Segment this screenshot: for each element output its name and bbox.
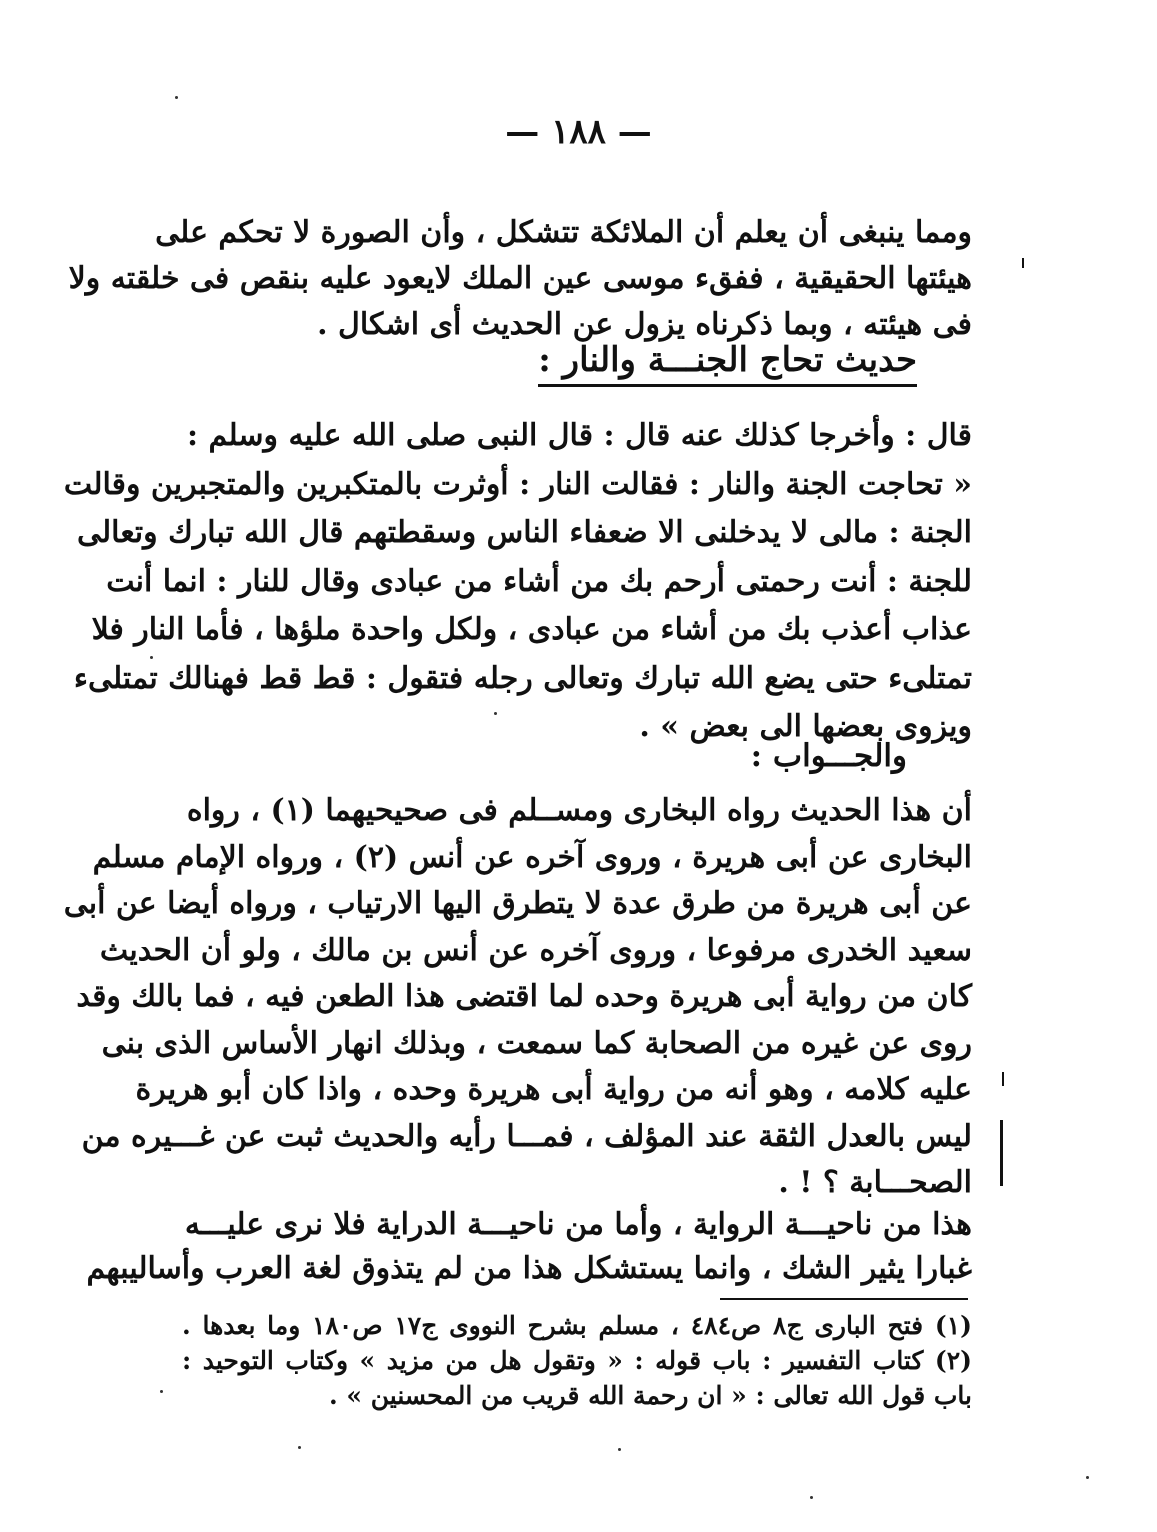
hadith-line: للجنة : أنت رحمتى أرحم بك من أشاء من عبادى وقال للنار : انما أنت [106,563,972,599]
answer-line: الصحـــابة ؟ ! . [778,1165,972,1200]
margin-mark [1022,258,1024,268]
hadith-line: ويزوى بعضها الى بعض » . [639,709,972,744]
answer-line: أن هذا الحديث رواه البخارى ومســلم فى صحيحيهما (١) ، رواه [186,793,972,828]
answer-line: ليس بالعدل الثقة عند المؤلف ، فمـــا رأيه والحديث ثبت عن غـــيره من [81,1118,972,1154]
scan-speck [810,1496,813,1499]
answer-heading: والجـــواب : [750,738,907,774]
answer-line: البخارى عن أبى هريرة ، وروى آخره عن أنس (٢) ، ورواه الإمام مسلم [92,839,972,875]
intro-line: ومما ينبغى أن يعلم أن الملائكة تتشكل ، وأن الصورة لا تحكم على [155,215,972,250]
scan-speck [1086,1476,1089,1479]
hadith-line: تمتلىء حتى يضع الله تبارك وتعالى رجله فتقول : قط قط فهنالك تمتلىء [73,660,972,696]
answer-paragraph [63,788,972,1207]
scan-speck [160,1390,163,1393]
footnote-line: (٢) كتاب التفسير : باب قوله : « وتقول هل من مزيد » وكتاب التوحيد : [182,1346,972,1375]
answer-line: عليه كلامه ، وهو أنه من رواية أبى هريرة وحده ، واذا كان أبو هريرة [135,1072,972,1107]
hadith-line: « تحاجت الجنة والنار : فقالت النار : أوثرت بالمتكبرين والمتجبرين وقالت [63,466,972,502]
hadith-line: قال : وأخرجا كذلك عنه قال : قال النبى صلى الله عليه وسلم : [187,418,972,453]
scan-speck [618,1448,621,1451]
footnotes [182,1308,972,1413]
answer-line: سعيد الخدرى مرفوعا ، وروى آخره عن أنس بن مالك ، ولو أن الحديث [99,932,972,968]
margin-mark [1000,1120,1003,1186]
closing-paragraph [86,1203,972,1291]
answer-line: عن أبى هريرة من طرق عدة لا يتطرق اليها الارتياب ، ورواه أيضا عن أبى [63,886,972,921]
intro-line: فى هيئته ، وبما ذكرناه يزول عن الحديث أى اشكال . [317,307,972,342]
scan-speck [175,96,178,99]
section-heading: حديث تحاج الجنـــة والنار : [538,340,917,387]
scan-speck [150,656,153,659]
hadith-line: الجنة : مالى لا يدخلنى الا ضعفاء الناس وسقطتهم قال الله تبارك وتعالى [77,515,972,550]
intro-line: هيئتها الحقيقية ، ففقء موسى عين الملك لايعود عليه بنقص فى خلقته ولا [68,261,972,296]
hadith-line: عذاب أعذب بك من أشاء من عبادى ، ولكل واحدة ملؤها ، فأما النار فلا [91,612,972,647]
footnote-line: (١) فتح البارى ج٨ ص٤٨٤ ، مسلم بشرح النووى ج١٧ ص١٨٠ وما بعدها . [182,1311,973,1340]
scan-speck [494,712,497,715]
intro-paragraph [68,210,972,348]
page-number: — ١٨٨ — [505,112,652,152]
answer-line: كان من رواية أبى هريرة وحده لما اقتضى هذا الطعن فيه ، فما بالك وقد [76,979,972,1014]
answer-line: روى عن غيره من الصحابة كما سمعت ، وبذلك انهار الأساس الذى بنى [101,1025,972,1061]
footnote-separator [720,1298,968,1300]
scan-speck [298,1446,301,1449]
closing-line: هذا من ناحيـــة الرواية ، وأما من ناحيـــة الدراية فلا نرى عليـــه [184,1207,972,1242]
closing-line: غبارا يثير الشك ، وانما يستشكل هذا من لم يتذوق لغة العرب وأساليبهم [86,1251,972,1286]
margin-mark [1002,1072,1004,1086]
hadith-paragraph [63,412,972,752]
footnote-line: باب قول الله تعالى : « ان رحمة الله قريب من المحسنين » . [329,1381,972,1410]
